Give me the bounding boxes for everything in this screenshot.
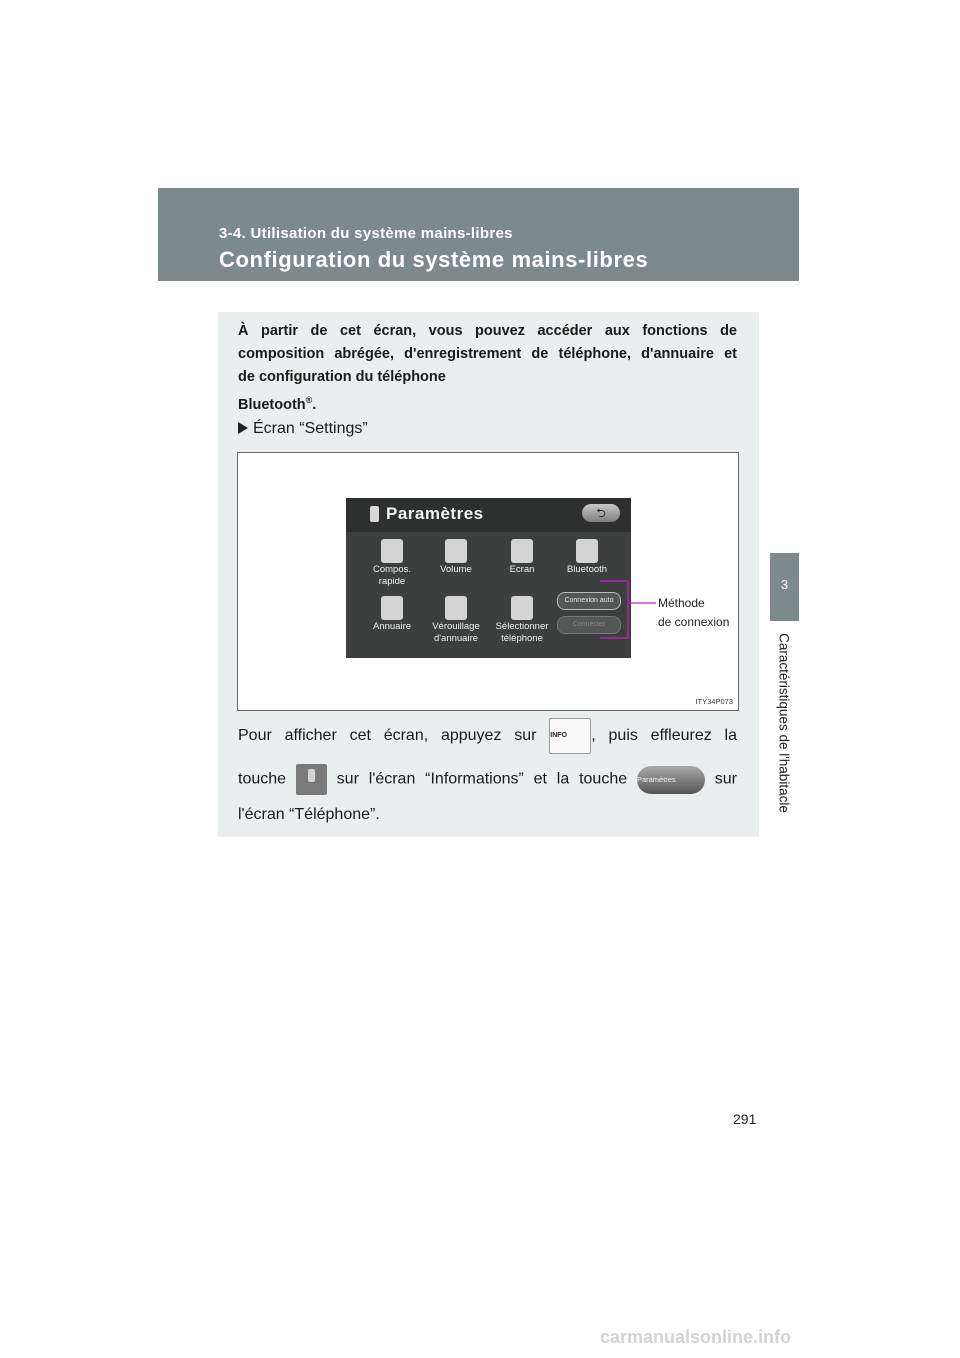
button-label: Volume <box>440 564 472 575</box>
section-header <box>158 188 799 281</box>
registered-mark: ® <box>305 395 313 405</box>
telephone-button-icon <box>296 764 327 795</box>
instruction-text: , puis effleurez la <box>591 727 737 745</box>
intro-end: . <box>312 396 317 413</box>
button-label: rapide <box>378 576 406 587</box>
info-button-icon: INFO <box>549 718 591 754</box>
content-box <box>218 312 759 837</box>
chapter-number: 3 <box>780 577 789 592</box>
button-label: Annuaire <box>372 621 412 632</box>
settings-button-icon: Paramètres <box>637 766 705 794</box>
button-label: Ecran <box>509 564 535 575</box>
annotation-line: de connexion <box>658 615 730 629</box>
chapter-tab <box>770 553 799 621</box>
intro-line: À partir de cet écran, vous pouvez accéder aux fonctions de <box>238 323 737 339</box>
button-label: Bluetooth <box>566 564 608 575</box>
intro-paragraph <box>238 320 737 417</box>
callout-bracket <box>238 453 738 710</box>
instruction-line <box>238 718 737 754</box>
instruction-line <box>238 764 737 795</box>
figure-code: ITY34P073 <box>695 697 733 706</box>
connect-button: Connecter <box>557 616 621 634</box>
triangle-arrow-icon <box>238 422 248 434</box>
screen-label-text: Écran “Settings” <box>253 420 368 437</box>
button-label: Vérouillage <box>432 621 480 632</box>
connection-method-label <box>658 594 729 632</box>
intro-line-bluetooth <box>238 389 737 417</box>
button-label: Sélectionner <box>495 621 549 632</box>
page-title: Configuration du système mains-libres <box>219 247 649 272</box>
watermark: carmanualsonline.info <box>600 1327 792 1347</box>
figure-frame <box>237 452 739 711</box>
back-arrow-icon: ⮌ <box>582 504 620 522</box>
instruction-line: l'écran “Téléphone”. <box>238 806 380 823</box>
button-label: Compos. <box>372 564 411 575</box>
annotation-line: Méthode <box>658 596 705 610</box>
button-label: téléphone <box>501 633 543 644</box>
button-label: d'annuaire <box>433 633 479 644</box>
section-subtitle: 3-4. Utilisation du système mains-libres <box>219 225 513 242</box>
screen-title: Paramètres <box>386 504 484 523</box>
bluetooth-word: Bluetooth <box>238 396 306 413</box>
instruction-text: sur l'écran “Informations” et la touche <box>336 770 628 788</box>
instruction-text: Pour afficher cet écran, appuyez sur <box>238 727 537 745</box>
instruction-text: sur <box>714 770 737 788</box>
chapter-name: Caractéristiques de l'habitacle <box>776 633 792 813</box>
instruction-text: touche <box>238 770 287 788</box>
intro-line: de configuration du téléphone <box>238 369 446 385</box>
auto-connect-button: Connexion auto <box>557 592 621 610</box>
page-number: 291 <box>733 1111 757 1127</box>
intro-line: composition abrégée, d'enregistrement de téléphone, d'annuaire et <box>238 346 737 362</box>
screen-label <box>238 420 368 438</box>
